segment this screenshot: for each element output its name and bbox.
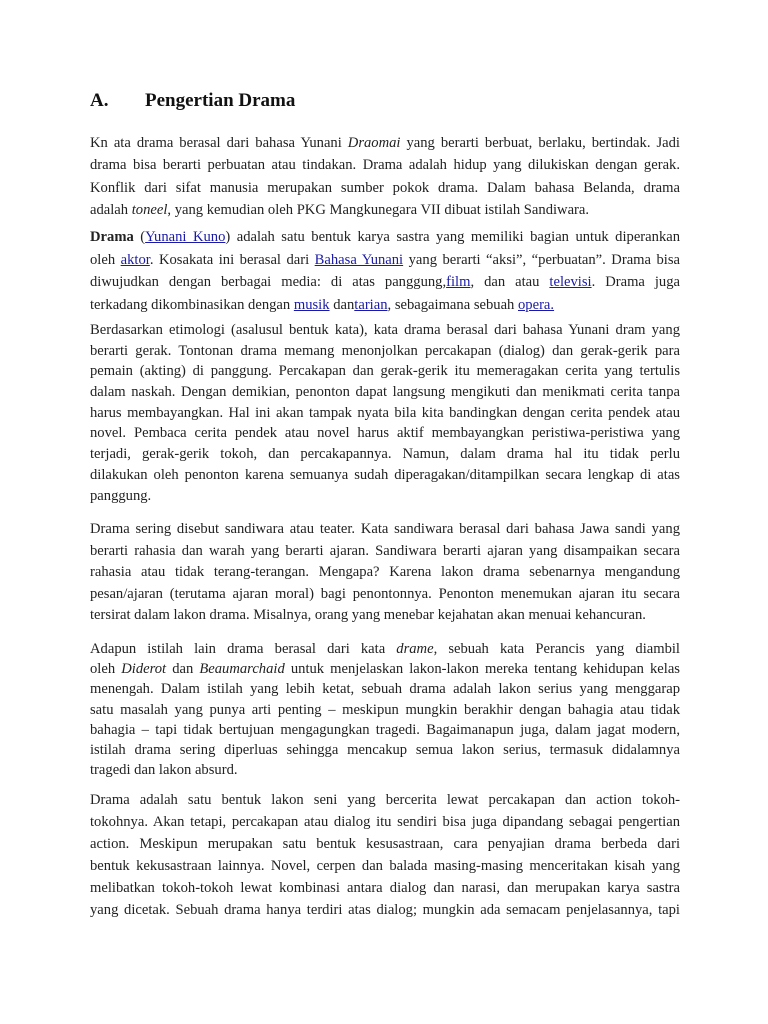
- text-segment: yang berarti “aksi”, “perbuatan”. Drama bisa: [403, 251, 681, 268]
- text-segment: . Kosakata ini berasal dari: [149, 251, 315, 268]
- text-segment: dilakukan oleh penonton karena semuanya sudah diperagakan/ditampilkan secara lengkap di atas: [90, 466, 680, 483]
- text-line: [90, 403, 680, 424]
- text-segment: pesan/ajaran (terutama ajaran moral) bagi penontonnya. Penonton menemukan ajaran itu secara: [90, 585, 680, 602]
- text-line: [90, 423, 680, 444]
- text-line: [90, 877, 680, 899]
- text-segment: , sebuah kata Perancis yang diambil: [433, 641, 680, 657]
- text-segment: toneel: [131, 202, 168, 219]
- text-segment: satu masalah yang punya arti penting – meskipun mungkin berakhir dengan bahagia atau tidak: [90, 701, 680, 718]
- text-segment: Adapun istilah lain drama berasal dari kata: [90, 641, 397, 657]
- text-segment: terjadi, gerak-gerik tokoh, dan percakapannya. Namun, dalam drama hal itu tidak perlu: [90, 446, 680, 463]
- text-line: [90, 341, 680, 362]
- text-line: [90, 584, 680, 606]
- text-line: [90, 132, 680, 154]
- text-line: [90, 700, 680, 720]
- text-segment: Drama: [90, 229, 134, 245]
- text-segment: dan: [329, 296, 355, 313]
- text-line: [90, 541, 680, 563]
- text-line: [90, 444, 680, 465]
- text-segment: dan: [166, 661, 200, 678]
- text-segment: berarti gerak. Tontonan drama memang menonjolkan percakapan (dialog) dan gerak-gerik para: [90, 342, 680, 359]
- text-segment: adalah: [90, 202, 132, 219]
- hyperlink[interactable]: film: [446, 274, 471, 291]
- text-segment: Drama adalah satu bentuk lakon seni yang bercerita lewat percakapan dan action tokoh-: [90, 792, 680, 808]
- text-segment: ) adalah satu bentuk karya sastra yang memiliki bagian untuk diperankan: [225, 229, 681, 245]
- text-line: [90, 679, 680, 699]
- text-segment: , yang kemudian oleh PKG Mangkunegara VII dibuat istilah Sandiwara.: [167, 202, 590, 219]
- text-segment: tragedi dan lakon absurd.: [90, 762, 238, 779]
- text-line: [90, 720, 680, 740]
- text-segment: Beaumarchaid: [199, 661, 285, 678]
- text-segment: . Drama juga: [591, 274, 680, 291]
- hyperlink[interactable]: musik: [293, 296, 330, 313]
- text-line: [90, 249, 680, 272]
- text-line: [90, 361, 680, 382]
- text-segment: berarti rahasia dan warah yang berarti ajaran. Sandiwara berarti ajaran yang disampaikan secara: [90, 542, 680, 559]
- text-segment: untuk menjelaskan lakon-lakon mereka tentang kehidupan kelas: [284, 661, 680, 678]
- text-line: [90, 519, 680, 541]
- text-segment: oleh: [90, 661, 122, 678]
- text-line: [90, 465, 680, 486]
- text-line: [90, 740, 680, 760]
- text-segment: Konflik dari sifat manusia merupakan sumber pokok drama. Dalam bahasa Belanda, drama: [90, 179, 680, 196]
- text-segment: oleh: [90, 251, 121, 268]
- text-segment: drame: [396, 641, 434, 657]
- paragraph-intro: [90, 132, 680, 222]
- text-line: [90, 639, 680, 659]
- text-segment: harus membayangkan. Hal ini akan tampak nyata bila kita bandingkan dengan cerita pendek atau: [90, 404, 680, 421]
- text-line: [90, 811, 680, 833]
- text-segment: yang berarti berbuat, berlaku, bertindak. Jadi: [400, 135, 680, 151]
- text-segment: melibatkan tokoh-tokoh lewat kombinasi antara dialog dan narasi, dan merupakan karya sastra: [90, 880, 680, 896]
- text-segment: action. Meskipun merupakan satu bentuk kesusastraan, cara penyajian drama berbeda dari: [90, 836, 680, 852]
- text-line: [90, 294, 680, 317]
- text-line: [90, 760, 680, 780]
- hyperlink[interactable]: tarian: [354, 296, 388, 313]
- text-segment: Berdasarkan etimologi (asalusul bentuk kata), kata drama berasal dari bahasa Yunani dram yang: [90, 322, 680, 338]
- text-line: [90, 605, 680, 627]
- text-segment: bentuk kekusastraan lainnya. Novel, cerpen dan balada masing-masing menceritakan kisah yang: [90, 858, 680, 874]
- text-line: [90, 271, 680, 294]
- paragraph-definition: [90, 226, 680, 316]
- text-segment: , dan atau: [470, 274, 550, 291]
- text-line: [90, 320, 680, 341]
- text-line: [90, 177, 680, 199]
- text-segment: (: [133, 229, 146, 245]
- text-line: [90, 562, 680, 584]
- text-line: [90, 226, 680, 249]
- hyperlink[interactable]: Bahasa Yunani: [314, 251, 404, 268]
- text-segment: tersirat dalam lakon drama. Misalnya, orang yang menebar kejahatan akan menuai kehancuran.: [90, 607, 646, 623]
- text-segment: rahasia atau tidak terang-terangan. Mengapa? Karena lakon drama sebenarnya mengandung: [90, 564, 680, 580]
- hyperlink[interactable]: aktor: [120, 251, 150, 268]
- paragraph-lakon: [90, 789, 680, 921]
- text-segment: istilah drama sering diperluas sehingga mencakup semua lakon serius, termasuk didalamnya: [90, 741, 680, 758]
- text-segment: tokohnya. Akan tetapi, percakapan atau dialog itu sendiri bisa juga dipandang sebagai pengertian: [90, 814, 680, 830]
- text-line: [90, 382, 680, 403]
- paragraph-drame: [90, 639, 680, 780]
- text-segment: pemain (akting) di panggung. Percakapan dan gerak-gerik itu memeragakan cerita yang tertulis: [90, 363, 680, 380]
- text-segment: Draomai: [347, 135, 401, 151]
- text-line: [90, 154, 680, 176]
- text-segment: novel. Pembaca cerita pendek atau novel harus aktif membayangkan peristiwa-peristiwa yang: [90, 425, 680, 442]
- text-segment: , sebagaimana sebuah: [387, 296, 518, 313]
- text-segment: diwujudkan dengan berbagai media: di atas panggung,: [90, 274, 447, 291]
- text-line: [90, 486, 680, 507]
- text-segment: Diderot: [121, 661, 167, 678]
- text-segment: dalam naskah. Dengan demikian, penonton dapat langsung mengikuti dan menikmati cerita tanpa: [90, 384, 680, 401]
- text-segment: bahagia – tapi tidak bertujuan mengagungkan tragedi. Bagaimanapun juga, dalam jagat modern,: [90, 721, 680, 738]
- text-line: [90, 833, 680, 855]
- text-line: [90, 659, 680, 679]
- heading-number: A.: [90, 90, 109, 111]
- text-segment: terkadang dikombinasikan dengan: [90, 296, 294, 313]
- text-segment: panggung.: [90, 487, 152, 504]
- text-segment: Drama sering disebut sandiwara atau teater. Kata sandiwara berasal dari bahasa Jawa sandi yang: [90, 521, 680, 537]
- text-line: [90, 855, 680, 877]
- section-heading: [90, 90, 295, 112]
- paragraph-sandiwara: [90, 519, 680, 627]
- text-segment: Kn ata drama berasal dari bahasa Yunani: [90, 135, 348, 151]
- text-line: [90, 899, 680, 921]
- text-segment: drama bisa berarti perbuatan atau tindakan. Drama adalah hidup yang dilukiskan dengan gerak.: [90, 157, 680, 174]
- paragraph-etymology: [90, 320, 680, 506]
- text-line: [90, 199, 680, 221]
- text-line: [90, 789, 680, 811]
- hyperlink[interactable]: Yunani Kuno: [145, 229, 226, 245]
- hyperlink[interactable]: televisi: [549, 274, 592, 291]
- text-segment: menengah. Dalam istilah yang lebih ketat, sebuah drama adalah lakon serius yang menggarap: [90, 681, 680, 698]
- heading-title: Pengertian Drama: [145, 90, 296, 111]
- text-segment: yang dicetak. Sebuah drama hanya terdiri atas dialog; mungkin ada semacam penjelasannya, tapi: [90, 902, 680, 918]
- hyperlink[interactable]: opera.: [518, 296, 555, 313]
